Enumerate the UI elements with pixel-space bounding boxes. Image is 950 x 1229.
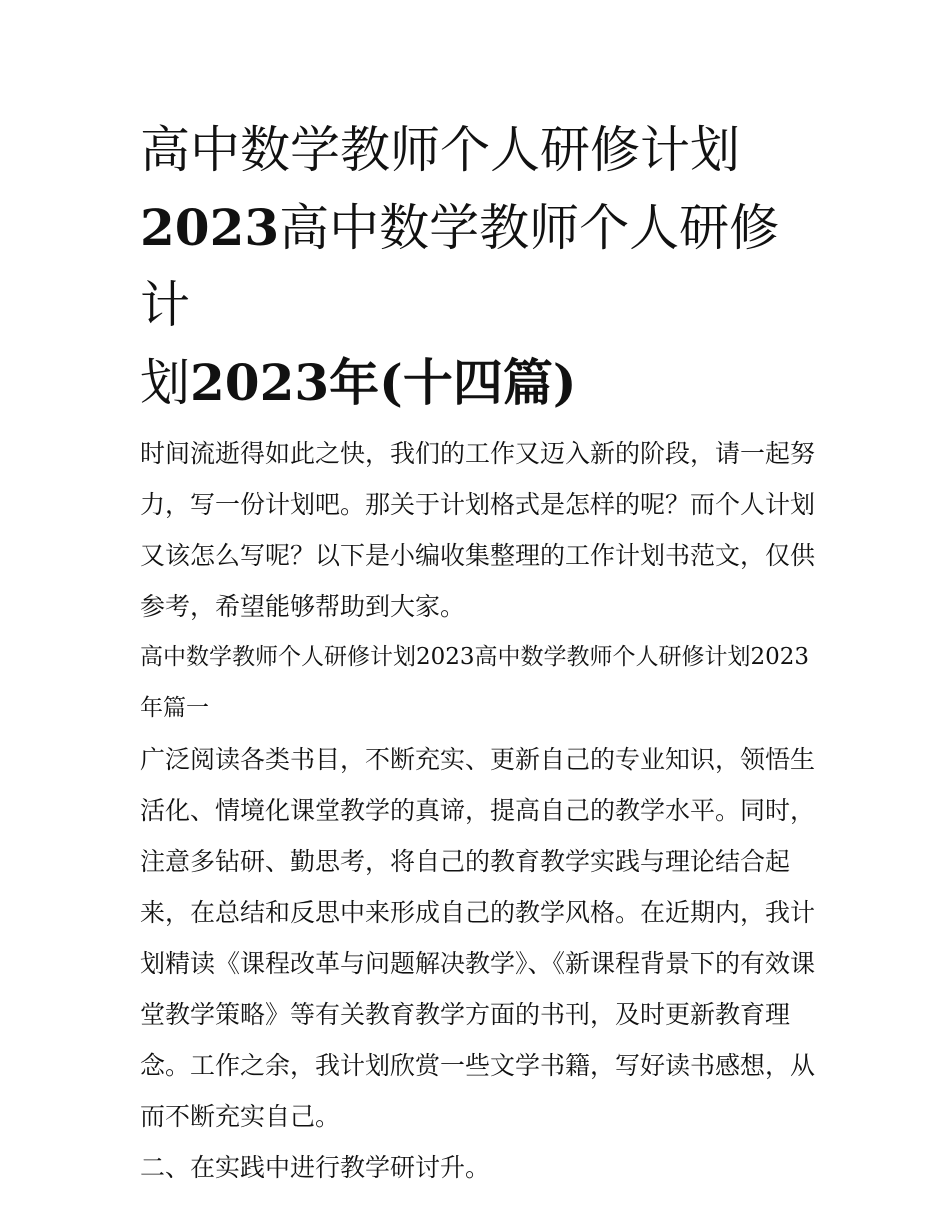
title-line-1: 高中数学教师个人研修计划 [140, 121, 740, 179]
title-line-3-start: 划 [140, 354, 190, 412]
title-year-2: 2023 [190, 353, 330, 412]
document-page [140, 112, 820, 1193]
document-title [140, 112, 820, 422]
point-two-heading: 二、在实践中进行教学研讨升。 [140, 1153, 491, 1182]
body-paragraph: 广泛阅读各类书目，不断充实、更新自己的专业知识，领悟生活化、情境化课堂教学的真谛，提高自己的教学水平。同时，注意多钻研、勤思考，将自己的教育教学实践与理论结合起来，在总结和反思中来形成自己的教学风格。在近期内，我计划精读《课程改革与问题解决教学》、《新课程背景下的有效课堂教学策略》等有关教育教学方面的书刊，及时更新教育理念。工作之余，我计划欣赏一些文学书籍，写好读书感想，从而不断充实自己。 [140, 745, 816, 1131]
section-heading: 高中数学教师个人研修计划2023高中数学教师个人研修计划2023年篇一 [140, 644, 810, 721]
intro-paragraph: 时间流逝得如此之快，我们的工作又迈入新的阶段，请一起努力，写一份计划吧。那关于计划格式是怎样的呢？而个人计划又该怎么写呢？以下是小编收集整理的工作计划书范文，仅供参考，希望能够帮助到大家。 [140, 439, 816, 621]
title-line-2: 高中数学教师个人研修计 [140, 199, 780, 334]
title-line-3-end: 年(十四篇) [329, 353, 577, 412]
title-year-1: 2023 [140, 198, 280, 257]
